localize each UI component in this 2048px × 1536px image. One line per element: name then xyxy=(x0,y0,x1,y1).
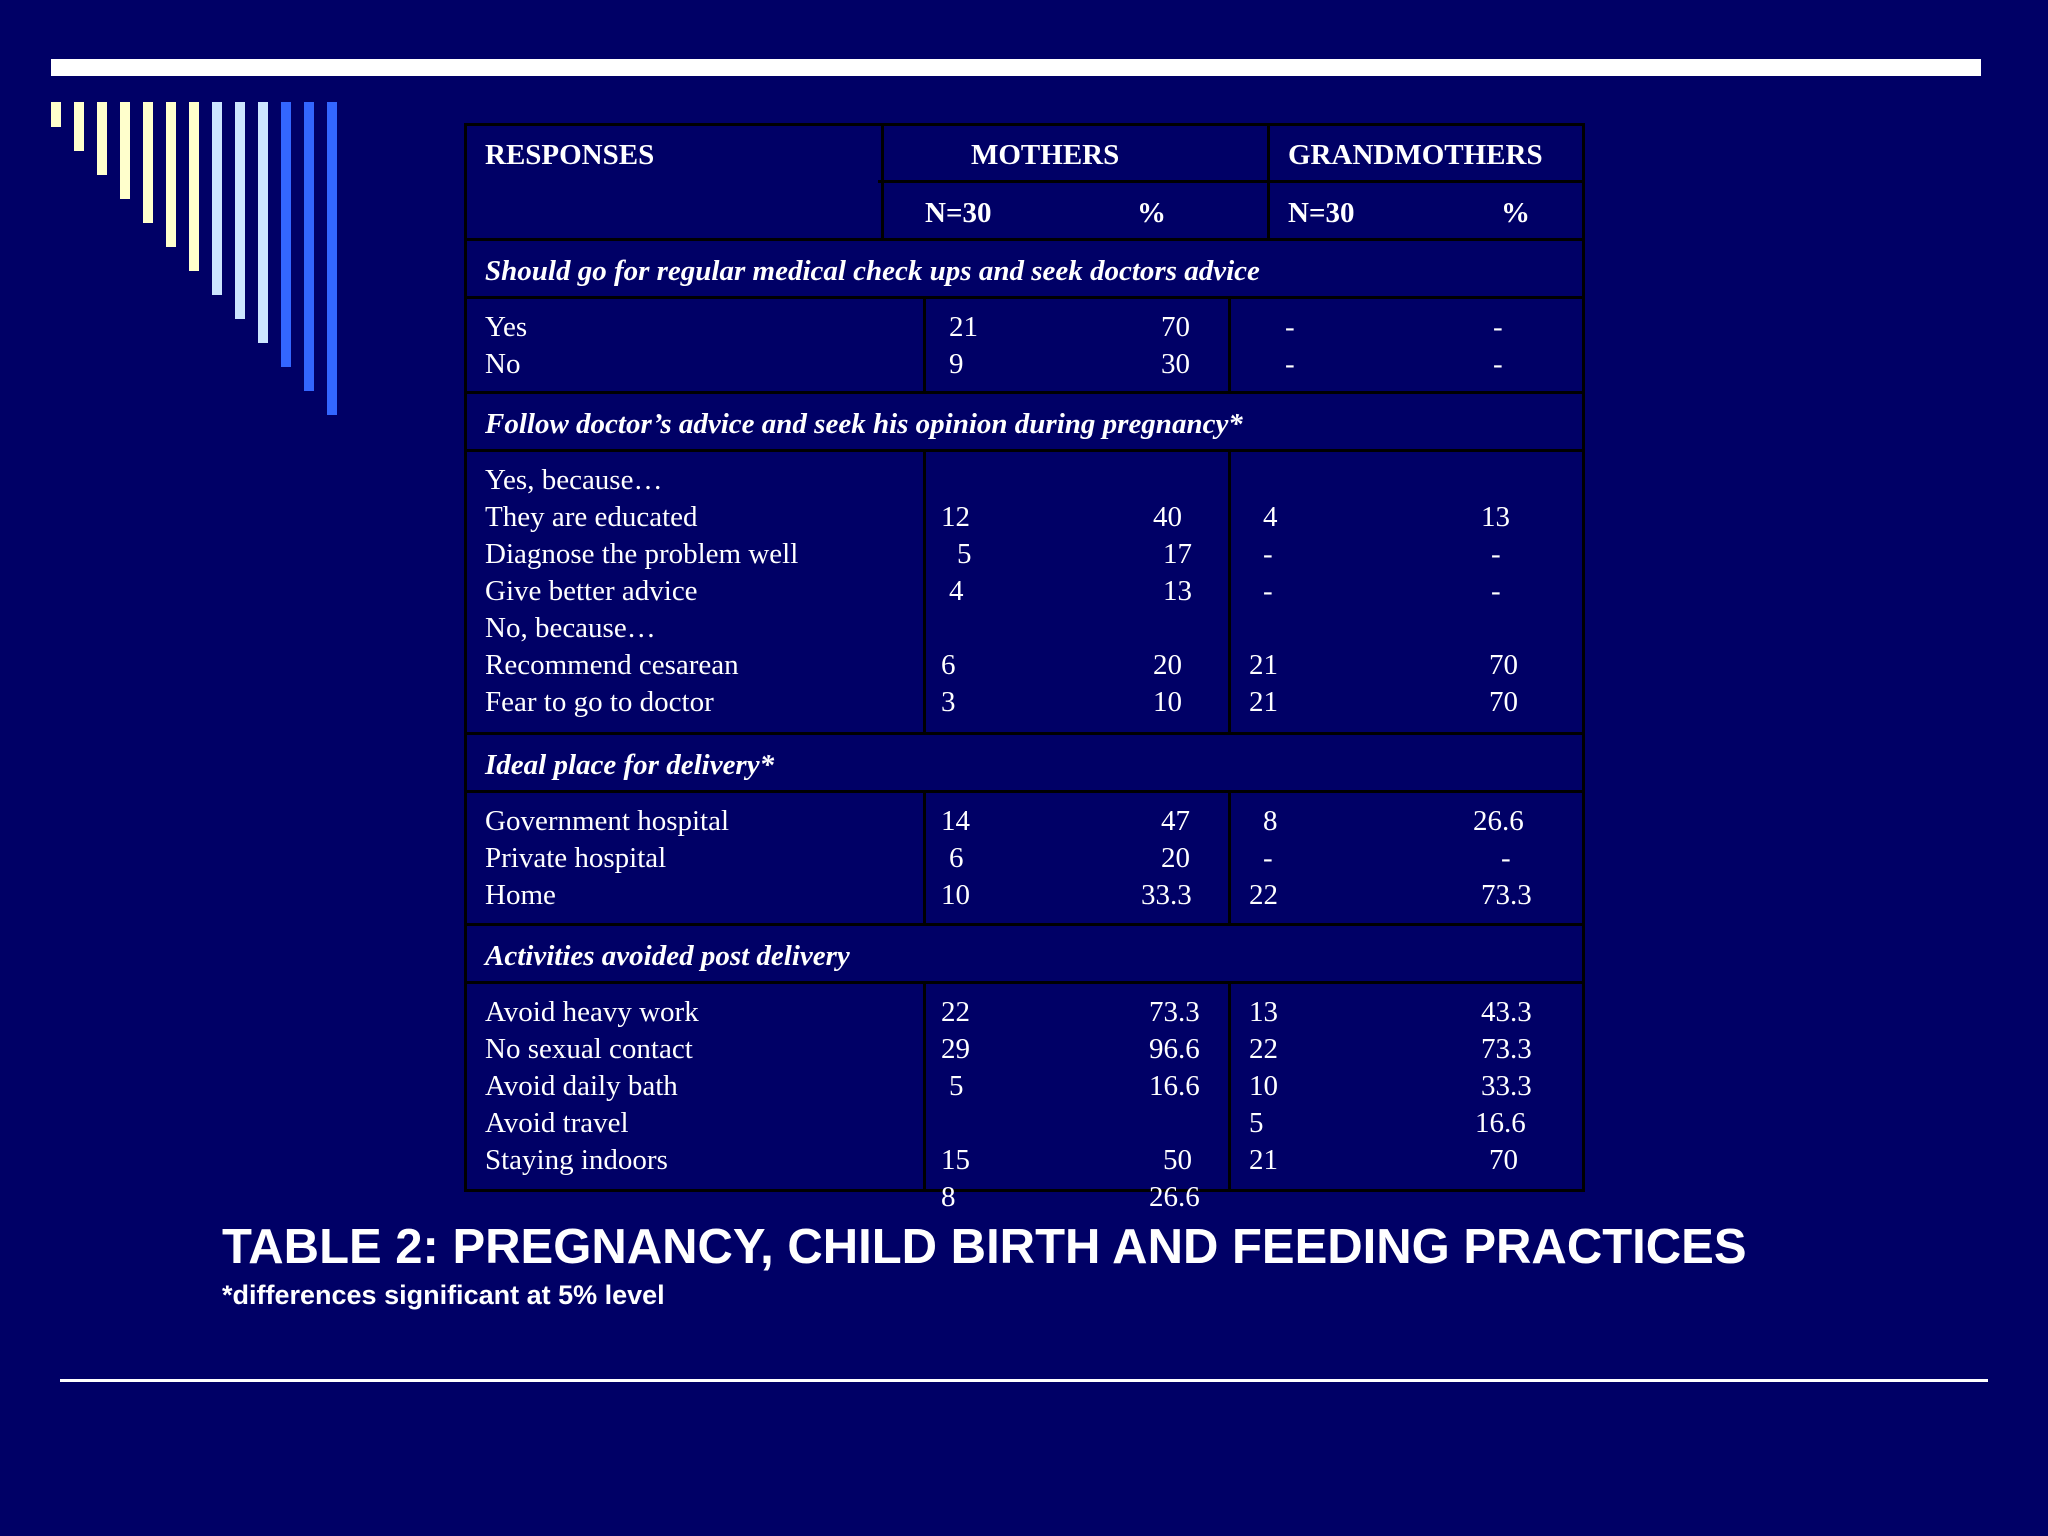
cell-grandmothers-n: - xyxy=(1263,575,1273,607)
row-divider xyxy=(467,790,1582,793)
cell-grandmothers-pct: 70 xyxy=(1489,1144,1518,1176)
row-label: Private hospital xyxy=(485,842,667,874)
section-title: Follow doctor’s advice and seek his opinion during pregnancy* xyxy=(485,408,1243,440)
cell-grandmothers-pct: 43.3 xyxy=(1481,996,1532,1028)
col-divider xyxy=(923,449,926,732)
cell-mothers-pct: 10 xyxy=(1153,686,1182,718)
cell-mothers-n: 8 xyxy=(941,1181,956,1213)
cell-grandmothers-pct: - xyxy=(1491,538,1501,570)
cell-mothers-pct: 73.3 xyxy=(1149,996,1200,1028)
footnote: *differences significant at 5% level xyxy=(222,1280,665,1310)
decorative-bar xyxy=(97,102,107,175)
row-label: No xyxy=(485,348,521,380)
cell-mothers-n: 4 xyxy=(949,575,964,607)
col-divider xyxy=(923,981,926,1192)
row-label: Avoid travel xyxy=(485,1107,629,1139)
decorative-bar xyxy=(281,102,291,367)
cell-grandmothers-n: 10 xyxy=(1249,1070,1278,1102)
decorative-bar xyxy=(166,102,176,247)
decorative-bar xyxy=(304,102,314,391)
decorative-bar xyxy=(189,102,199,271)
cell-mothers-pct: 20 xyxy=(1161,842,1190,874)
row-divider xyxy=(467,732,1582,735)
slide-title: TABLE 2: PREGNANCY, CHILD BIRTH AND FEEDING PRACTICES xyxy=(222,1220,1747,1274)
row-label: Home xyxy=(485,879,556,911)
row-label: Government hospital xyxy=(485,805,730,837)
row-label: Staying indoors xyxy=(485,1144,668,1176)
cell-mothers-pct: 26.6 xyxy=(1149,1181,1200,1213)
cell-grandmothers-pct: - xyxy=(1493,311,1503,343)
cell-grandmothers-n: 5 xyxy=(1249,1107,1264,1139)
row-label: Diagnose the problem well xyxy=(485,538,799,570)
row-label: Recommend cesarean xyxy=(485,649,739,681)
cell-mothers-pct: 30 xyxy=(1161,348,1190,380)
decorative-bar xyxy=(212,102,222,295)
cell-mothers-n: 3 xyxy=(941,686,956,718)
cell-mothers-n: 6 xyxy=(949,842,964,874)
col-divider xyxy=(923,790,926,923)
cell-grandmothers-n: 13 xyxy=(1249,996,1278,1028)
decorative-bar xyxy=(74,102,84,151)
cell-grandmothers-n: 21 xyxy=(1249,649,1278,681)
decorative-bar xyxy=(120,102,130,199)
row-label: Give better advice xyxy=(485,575,698,607)
cell-grandmothers-n: - xyxy=(1263,538,1273,570)
cell-grandmothers-n: - xyxy=(1285,348,1295,380)
decorative-bar xyxy=(258,102,268,343)
col-divider xyxy=(923,296,926,391)
cell-mothers-pct: 20 xyxy=(1153,649,1182,681)
col-divider xyxy=(1228,296,1231,391)
header-mothers: MOTHERS xyxy=(971,139,1120,171)
cell-mothers-n: 15 xyxy=(941,1144,970,1176)
cell-grandmothers-n: - xyxy=(1285,311,1295,343)
cell-grandmothers-pct: - xyxy=(1491,575,1501,607)
cell-grandmothers-n: 21 xyxy=(1249,686,1278,718)
cell-mothers-pct: 50 xyxy=(1163,1144,1192,1176)
row-divider xyxy=(467,981,1582,984)
header-divider xyxy=(878,180,1582,183)
cell-grandmothers-n: 22 xyxy=(1249,879,1278,911)
row-label: Yes, because… xyxy=(485,464,663,496)
header-grandmothers-n: N=30 xyxy=(1288,197,1355,229)
cell-mothers-n: 6 xyxy=(941,649,956,681)
row-divider xyxy=(467,391,1582,394)
cell-grandmothers-pct: 13 xyxy=(1481,501,1510,533)
row-divider xyxy=(467,923,1582,926)
cell-mothers-n: 14 xyxy=(941,805,970,837)
col-divider xyxy=(1267,126,1270,238)
section-title: Should go for regular medical check ups and seek doctors advice xyxy=(485,255,1260,287)
row-label: No, because… xyxy=(485,612,656,644)
row-label: They are educated xyxy=(485,501,698,533)
cell-mothers-n: 21 xyxy=(949,311,978,343)
cell-grandmothers-n: 8 xyxy=(1263,805,1278,837)
row-label: Avoid daily bath xyxy=(485,1070,678,1102)
row-label: Yes xyxy=(485,311,528,343)
col-divider xyxy=(881,126,884,238)
cell-grandmothers-pct: 73.3 xyxy=(1481,1033,1532,1065)
row-label: No sexual contact xyxy=(485,1033,693,1065)
cell-grandmothers-pct: 33.3 xyxy=(1481,1070,1532,1102)
row-divider xyxy=(467,296,1582,299)
data-table xyxy=(464,123,1585,1213)
cell-grandmothers-pct: - xyxy=(1501,842,1511,874)
cell-grandmothers-pct: 70 xyxy=(1489,686,1518,718)
cell-mothers-n: 9 xyxy=(949,348,964,380)
cell-mothers-n: 10 xyxy=(941,879,970,911)
bottom-rule xyxy=(60,1379,1988,1382)
cell-mothers-pct: 40 xyxy=(1153,501,1182,533)
cell-mothers-n: 5 xyxy=(957,538,972,570)
header-grandmothers: GRANDMOTHERS xyxy=(1288,139,1543,171)
cell-grandmothers-n: 4 xyxy=(1263,501,1278,533)
col-divider xyxy=(1228,449,1231,732)
cell-mothers-pct: 70 xyxy=(1161,311,1190,343)
decorative-bar xyxy=(143,102,153,223)
row-label: Fear to go to doctor xyxy=(485,686,714,718)
cell-mothers-n: 22 xyxy=(941,996,970,1028)
cell-mothers-n: 12 xyxy=(941,501,970,533)
cell-mothers-pct: 16.6 xyxy=(1149,1070,1200,1102)
row-label: Avoid heavy work xyxy=(485,996,699,1028)
cell-mothers-pct: 17 xyxy=(1163,538,1192,570)
cell-grandmothers-pct: 73.3 xyxy=(1481,879,1532,911)
cell-grandmothers-pct: - xyxy=(1493,348,1503,380)
cell-mothers-n: 29 xyxy=(941,1033,970,1065)
cell-mothers-pct: 13 xyxy=(1163,575,1192,607)
section-title: Activities avoided post delivery xyxy=(485,940,850,972)
cell-mothers-pct: 33.3 xyxy=(1141,879,1192,911)
cell-mothers-pct: 96.6 xyxy=(1149,1033,1200,1065)
cell-mothers-n: 5 xyxy=(949,1070,964,1102)
cell-mothers-pct: 47 xyxy=(1161,805,1190,837)
col-divider xyxy=(1228,981,1231,1192)
cell-grandmothers-n: 21 xyxy=(1249,1144,1278,1176)
section-title: Ideal place for delivery* xyxy=(485,749,775,781)
decorative-bar xyxy=(235,102,245,319)
cell-grandmothers-n: 22 xyxy=(1249,1033,1278,1065)
header-responses: RESPONSES xyxy=(485,139,655,171)
row-divider xyxy=(467,449,1582,452)
cell-grandmothers-pct: 16.6 xyxy=(1475,1107,1526,1139)
col-divider xyxy=(1228,790,1231,923)
decorative-bar xyxy=(327,102,337,415)
header-grandmothers-pct: % xyxy=(1501,197,1530,229)
cell-grandmothers-pct: 70 xyxy=(1489,649,1518,681)
header-mothers-pct: % xyxy=(1137,197,1166,229)
top-rule xyxy=(51,59,1981,76)
cell-grandmothers-n: - xyxy=(1263,842,1273,874)
header-mothers-n: N=30 xyxy=(925,197,992,229)
decorative-bar xyxy=(51,102,61,127)
cell-grandmothers-pct: 26.6 xyxy=(1473,805,1524,837)
row-divider xyxy=(467,238,1582,241)
